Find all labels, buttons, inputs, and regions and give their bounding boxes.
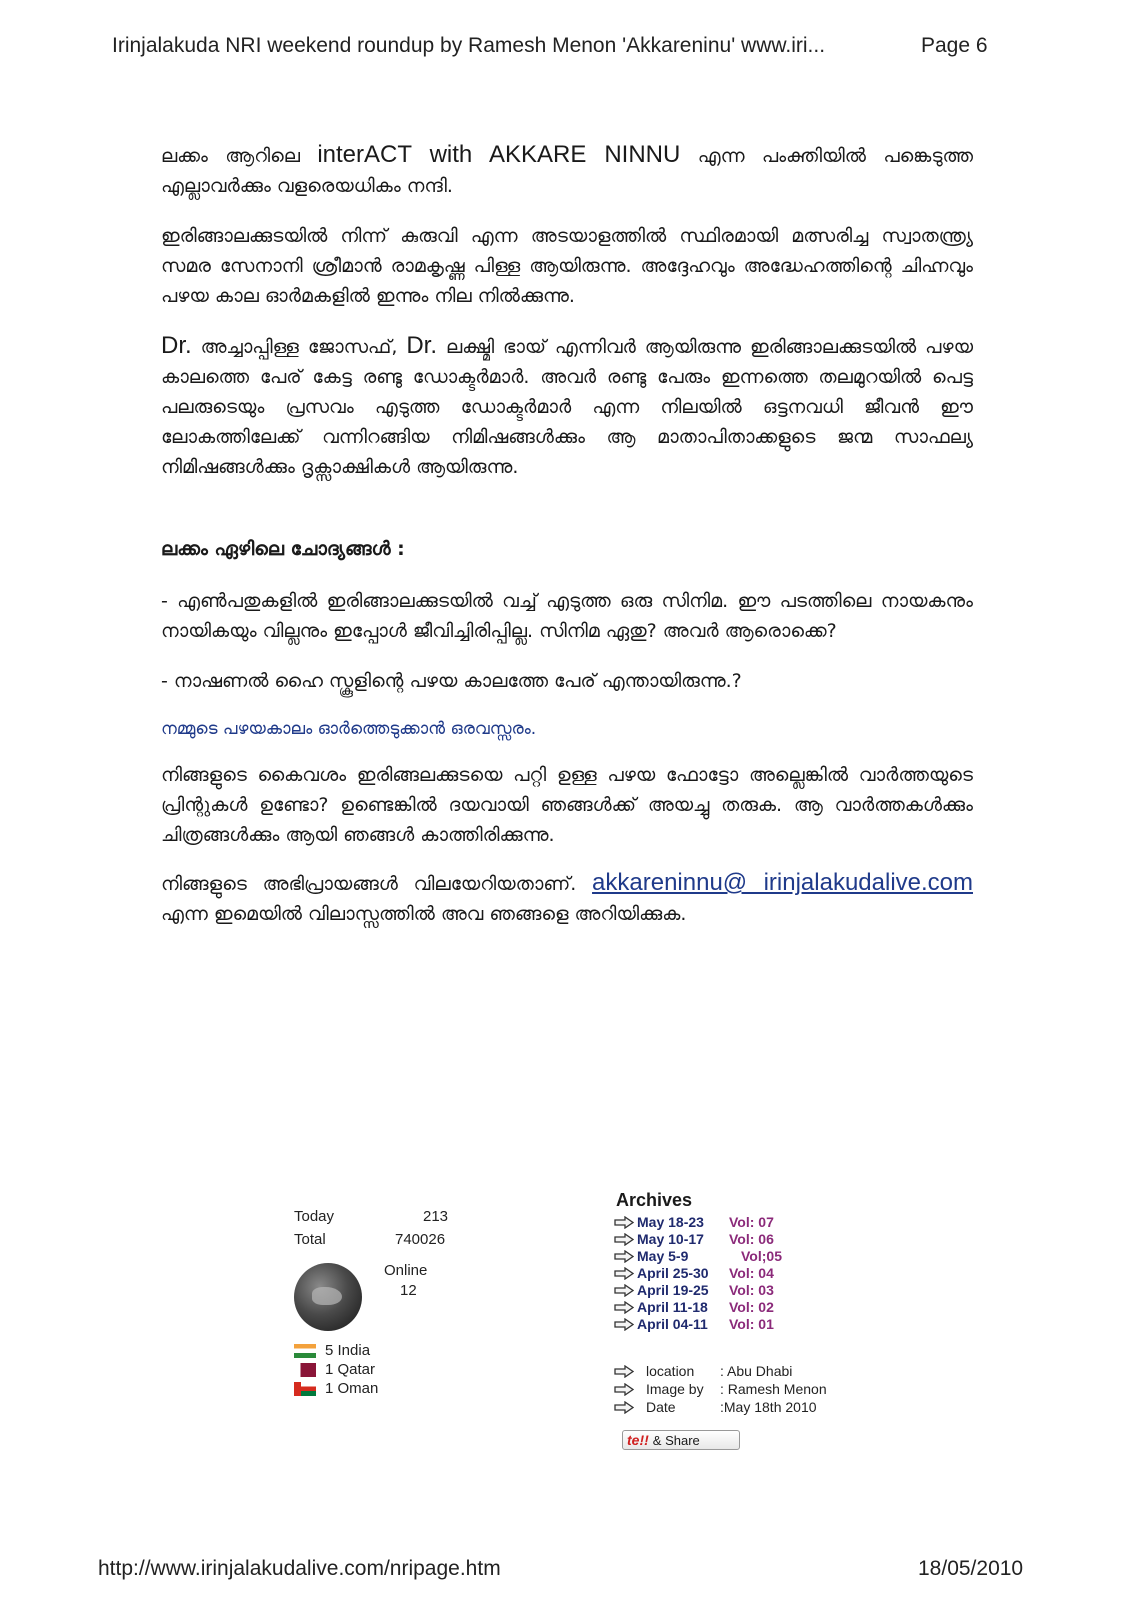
meta-date [614, 1399, 817, 1415]
arrow-right-icon [614, 1383, 634, 1396]
thanks-text-before: ലക്കം ആറിലെ [161, 145, 318, 167]
qatar-flag-icon [294, 1363, 316, 1377]
archive-link[interactable] [614, 1299, 774, 1315]
doctors-text-a: അച്ചാപ്പിള്ള ജോസഫ്, [191, 336, 407, 358]
paragraph-feedback [161, 868, 973, 929]
meta-label: location [646, 1363, 695, 1379]
today-label: Today [294, 1208, 335, 1225]
india-flag-icon [294, 1344, 316, 1358]
meta-value: :May 18th 2010 [720, 1399, 817, 1415]
question-2: - നാഷണൽ ഹൈ സ്കൂളിന്റെ പഴയ കാലത്തേ പേര് എന്തായിരുന്നു.? [161, 670, 742, 692]
dr-prefix-2: Dr. [406, 332, 438, 359]
archive-date[interactable]: April 04-11 [637, 1316, 708, 1332]
tell-and-share-button[interactable] [622, 1430, 740, 1450]
total-count: 740026 [395, 1231, 446, 1248]
thanks-text-after: എന്ന പംക്തിയിൽ പങ്കെടുത്ത എല്ലാവർക്കും വളരെയധികം നന്ദി. [161, 145, 973, 197]
archive-date[interactable]: May 10-17 [637, 1231, 704, 1247]
country-row-india [294, 1342, 370, 1359]
dr-prefix-1: Dr. [161, 332, 192, 359]
paragraph-photo-request: നിങ്ങളുടെ കൈവശം ഇരിങ്ങലക്കുടയെ പറ്റി ഉള്ള പഴയ ഫോട്ടോ അല്ലെങ്കിൽ വാർത്തയുടെ പ്രിന്റുകൾ ഉണ്ടോ? ഉണ്ടെങ്കിൽ ദയവായി ഞങ്ങൾക്ക് അയച്ചു തരുക. ആ വാർത്തകൾക്കും ചിത്രങ്ങൾക്കും ആയി ഞങ്ങൾ കാത്തിരിക്കുന്നു. [161, 764, 973, 846]
doctors-text-b: ലക്ഷ്മി ഭായ് എന്നിവർ ആയിരുന്നു ഇരിങ്ങാലക്കുടയിൽ പഴയ കാലത്തെ പേര് കേട്ട രണ്ടു ഡോക്ടർമാർ. അവർ രണ്ടു പേരും ഇന്നത്തെ തലമുറയിൽ പെട്ട പലരുടെയും പ്രസവം എടുത്ത ഡോക്ടർമാർ എന്ന നിലയിൽ ഒട്ടനവധി ജീവൻ ഈ ലോകത്തിലേക്ക് വന്നിറങ്ങിയ നിമിഷങ്ങൾക്കും ആ മാതാപിതാക്കളുടെ ജന്മ സാഫല്യ നിമിഷങ്ങൾക്കും ദൃക്സാക്ഷികൾ ആയിരുന്നു. [161, 336, 973, 478]
archive-link[interactable] [614, 1214, 774, 1230]
arrow-right-icon [614, 1267, 634, 1280]
feedback-text-before: നിങ്ങളുടെ അഭിപ്രായങ്ങൾ വിലയേറിയതാണ്. [161, 873, 593, 895]
archive-vol[interactable]: Vol: 01 [729, 1316, 774, 1332]
questions-heading: ലക്കം ഏഴിലെ ചോദ്യങ്ങൾ : [161, 538, 405, 560]
archive-vol[interactable]: Vol: 02 [729, 1299, 774, 1315]
archive-vol[interactable]: Vol: 04 [729, 1265, 774, 1281]
archive-vol[interactable]: Vol: 06 [729, 1231, 774, 1247]
today-count: 213 [423, 1208, 449, 1225]
archives-heading: Archives [616, 1190, 693, 1210]
page-number: Page 6 [921, 34, 988, 57]
meta-label: Date [646, 1399, 676, 1415]
country-row-qatar [294, 1361, 375, 1378]
arrow-right-icon [614, 1301, 634, 1314]
meta-value: : Ramesh Menon [720, 1381, 827, 1397]
paragraph-doctors [161, 331, 973, 482]
paragraph-freedom-fighter: ഇരിങ്ങാലക്കുടയിൽ നിന്ന് കുരുവി എന്ന അടയാളത്തിൽ സ്ഥിരമായി മത്സരിച്ച സ്വാതന്ത്ര്യ സമര സേനാനി ശ്രീമാൻ രാമകൃഷ്ണ പിള്ള ആയിരുന്നു. അദ്ദേഹവും അദ്ധേഹത്തിന്റെ ചിഹ്നവും പഴയ കാല ഓർമകളിൽ ഇന്നും നില നിൽക്കുന്നു. [161, 225, 973, 307]
interact-column-name: interACT with AKKARE NINNU [317, 141, 681, 168]
oman-flag-icon [294, 1382, 316, 1396]
archive-date[interactable]: May 18-23 [637, 1214, 704, 1230]
country-label: 1 Qatar [325, 1361, 376, 1378]
archive-vol[interactable]: Vol: 03 [729, 1282, 774, 1298]
country-label: 5 India [325, 1342, 371, 1359]
meta-value: : Abu Dhabi [720, 1363, 793, 1379]
tell-logo: te!! [627, 1432, 649, 1448]
print-header-title: Irinjalakuda NRI weekend roundup by Ramesh Menon 'Akkareninu' www.iri... [112, 34, 826, 57]
arrow-right-icon [614, 1233, 634, 1246]
meta-location [614, 1363, 792, 1379]
arrow-right-icon [614, 1365, 634, 1378]
archive-vol[interactable]: Vol: 07 [729, 1214, 774, 1230]
archive-vol[interactable]: Vol;05 [741, 1248, 782, 1264]
meta-label: Image by [646, 1381, 704, 1397]
arrow-right-icon [614, 1250, 634, 1263]
question-1: - എൺപതുകളിൽ ഇരിങ്ങാലക്കുടയിൽ വച്ച് എടുത്ത ഒരു സിനിമ. ഈ പടത്തിലെ നായകനും നായികയും വില്ലനും ഇപ്പോൾ ജീവിച്ചിരിപ്പില്ല. സിനിമ ഏതു? അവർ ആരൊക്കെ? [161, 590, 973, 642]
page-url: http://www.irinjalakudalive.com/nripage.htm [98, 1557, 501, 1580]
total-label: Total [294, 1231, 326, 1248]
archive-link[interactable] [614, 1265, 774, 1281]
globe-icon [294, 1263, 362, 1331]
share-label: & Share [652, 1432, 700, 1448]
online-count: 12 [400, 1282, 417, 1299]
nostalgia-tagline: നമ്മുടെ പഴയകാലം ഓർത്തെടുക്കാൻ ഒരവസ്സരം. [161, 719, 537, 739]
archive-date[interactable]: April 19-25 [637, 1282, 709, 1298]
email-link[interactable]: akkareninnu@ irinjalakudalive.com [592, 869, 973, 896]
country-row-oman [294, 1380, 378, 1397]
arrow-right-icon [614, 1318, 634, 1331]
country-label: 1 Oman [325, 1380, 379, 1397]
paragraph-thanks [161, 140, 973, 201]
arrow-right-icon [614, 1216, 634, 1229]
archive-date[interactable]: April 11-18 [637, 1299, 708, 1315]
archive-link[interactable] [614, 1231, 774, 1247]
feedback-text-after: എന്ന ഇമെയിൽ വിലാസ്സത്തിൽ അവ ഞങ്ങളെ അറിയിക്കുക. [161, 903, 687, 925]
meta-image-by [614, 1381, 827, 1397]
archive-date[interactable]: April 25-30 [637, 1265, 709, 1281]
online-label: Online [384, 1262, 428, 1279]
arrow-right-icon [614, 1401, 634, 1414]
archive-link[interactable] [614, 1248, 782, 1264]
archive-link[interactable] [614, 1282, 774, 1298]
arrow-right-icon [614, 1284, 634, 1297]
print-date: 18/05/2010 [918, 1557, 1024, 1580]
archive-date[interactable]: May 5-9 [637, 1248, 689, 1264]
article-body [161, 140, 973, 929]
archive-link[interactable] [614, 1316, 774, 1332]
